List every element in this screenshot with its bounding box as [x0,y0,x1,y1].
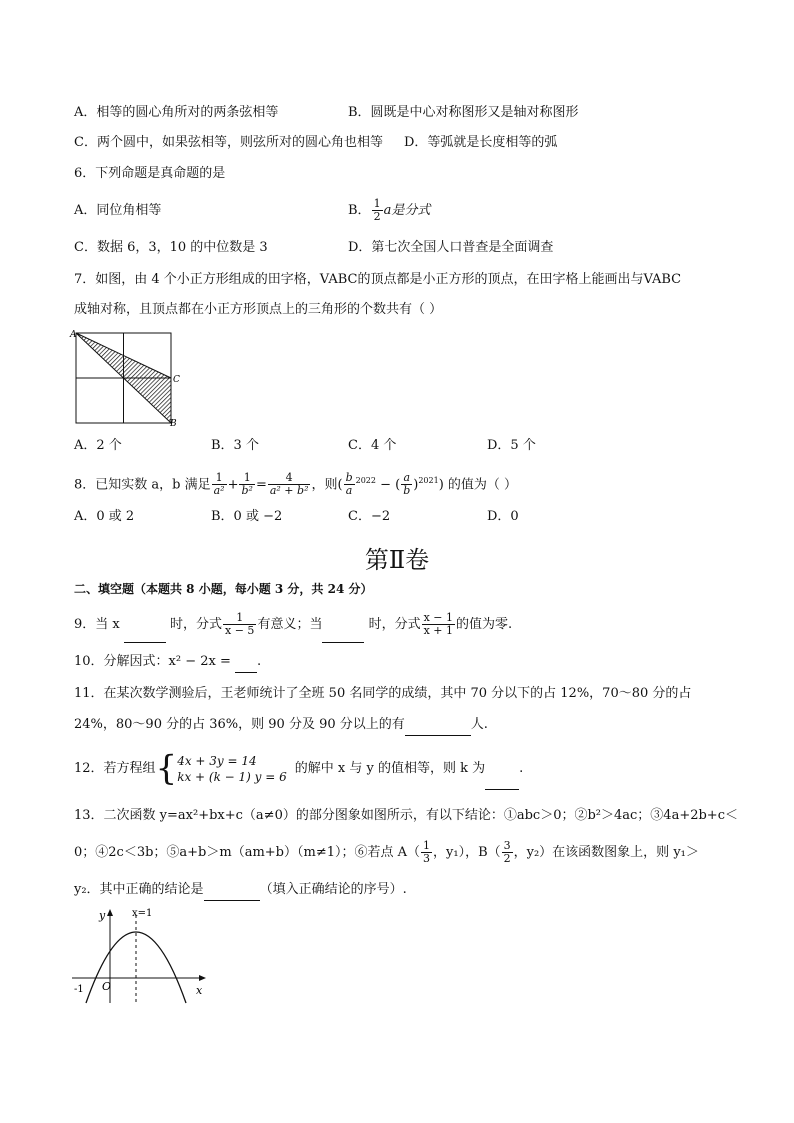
q13-blank[interactable] [204,880,260,901]
label-c: C [173,375,180,385]
q12: 12．若方程组{ 4x + 3y = 14 kx + (k − 1) y = 6 的解中 x 与 y 的值相等，则 k 为 . [74,748,524,789]
part2-title: 第Ⅱ卷 [364,546,430,574]
label-a: A [70,330,77,340]
q5-option-b: B．圆既是中心对称图形又是轴对称图形 [348,105,579,120]
x-axis-arrow [199,975,206,981]
y-axis-arrow [107,909,113,916]
graph-label-x: x [196,984,203,997]
q7-stem-line2: 成轴对称，且顶点都在小正方形顶点上的三角形的个数共有（ ） [74,302,443,317]
q5-option-d: D．等弧就是长度相等的弧 [404,135,558,150]
q6-stem: 6．下列命题是真命题的是 [74,166,226,181]
q9-blank-1[interactable] [124,608,166,643]
q8-option-d: D．0 [487,509,519,524]
q9-blank-2[interactable] [322,608,364,643]
q7-option-d: D．5 个 [487,438,536,453]
q11-line1: 11．在某次数学测验后，王老师统计了全班 50 名同学的成绩，其中 70 分以下的占 12%，70～80 分的占 [74,686,692,701]
q6-option-a: A．同位角相等 [74,203,162,218]
q7-option-c: C．4 个 [348,438,397,453]
parabola [86,932,186,1003]
q11-blank[interactable] [405,715,471,736]
q6-option-d: D．第七次全国人口普查是全面调查 [348,240,554,255]
q10: 10．分解因式：x² − 2x = . [74,652,261,673]
q9: 9．当 x 时，分式 $\frac{1}{x - 5}$ 有意义；当 时，分式 $\frac{x - 1}{x + 1}$ 的值为零. [74,608,512,643]
q7-grid-figure [66,328,186,428]
q7-option-a: A．2 个 [74,438,122,453]
section2-header: 二、填空题（本题共 8 小题，每小题 3 分，共 24 分） [74,582,373,596]
q7-option-b: B．3 个 [211,438,259,453]
q10-blank[interactable] [235,652,257,673]
q8-option-b: B．0 或 −2 [211,509,283,524]
q13-parabola-graph [66,905,216,1005]
q7-stem-line1: 7．如图，由 4 个小正方形组成的田字格，VABC的顶点都是小正方形的顶点，在田字格上能画出与VABC [74,272,682,287]
q6-option-b: B． $\frac{1}{2}$ a是分式 [348,197,431,223]
q5-option-a: A．相等的圆心角所对的两条弦相等 [74,105,279,120]
q5-option-c: C．两个圆中，如果弦相等，则弦所对的圆心角也相等 [74,135,383,150]
q13-line1: 13．二次函数 y=ax²+bx+c（a≠0）的部分图象如图所示，有以下结论：①abc＞0；②b²＞4ac；③4a+2b+c＜ [74,808,738,823]
q13-line3: y₂．其中正确的结论是 （填入正确结论的序号）. [74,880,407,901]
graph-label-axis: x=1 [132,908,153,919]
q8-stem: 8．已知实数 a，b 满足 $\frac{1}{\text{a²}}$ + $\frac{1}{\text{b²}}$ = $\frac{4}{\text{a² + b²}}$ ，则( $\frac{b}{a}$ $^{2022}$ − ( $\frac{a}{b}$ )$^{2021}$) 的值为（ ） [74,471,518,498]
graph-label-y: y [99,909,106,922]
q8-option-c: C．−2 [348,509,391,524]
q13-line2: 0；④2c＜3b；⑤a+b＞m（am+b）（m≠1）；⑥若点 A（ $\frac{1}{3}$ ，y₁），B（ $\frac{3}{2}$ ，y₂）在该函数图象上，则 y₁＞ [74,839,699,865]
q12-blank[interactable] [485,749,519,790]
q6-option-c: C．数据 6，3，10 的中位数是 3 [74,240,268,255]
graph-label-o: O [102,980,112,993]
label-b: B [170,419,177,428]
q11-line2: 24%，80～90 分的占 36%，则 90 分及 90 分以上的有 人. [74,715,488,736]
q8-option-a: A．0 或 2 [74,509,135,524]
graph-label-minus1: -1 [74,984,84,995]
